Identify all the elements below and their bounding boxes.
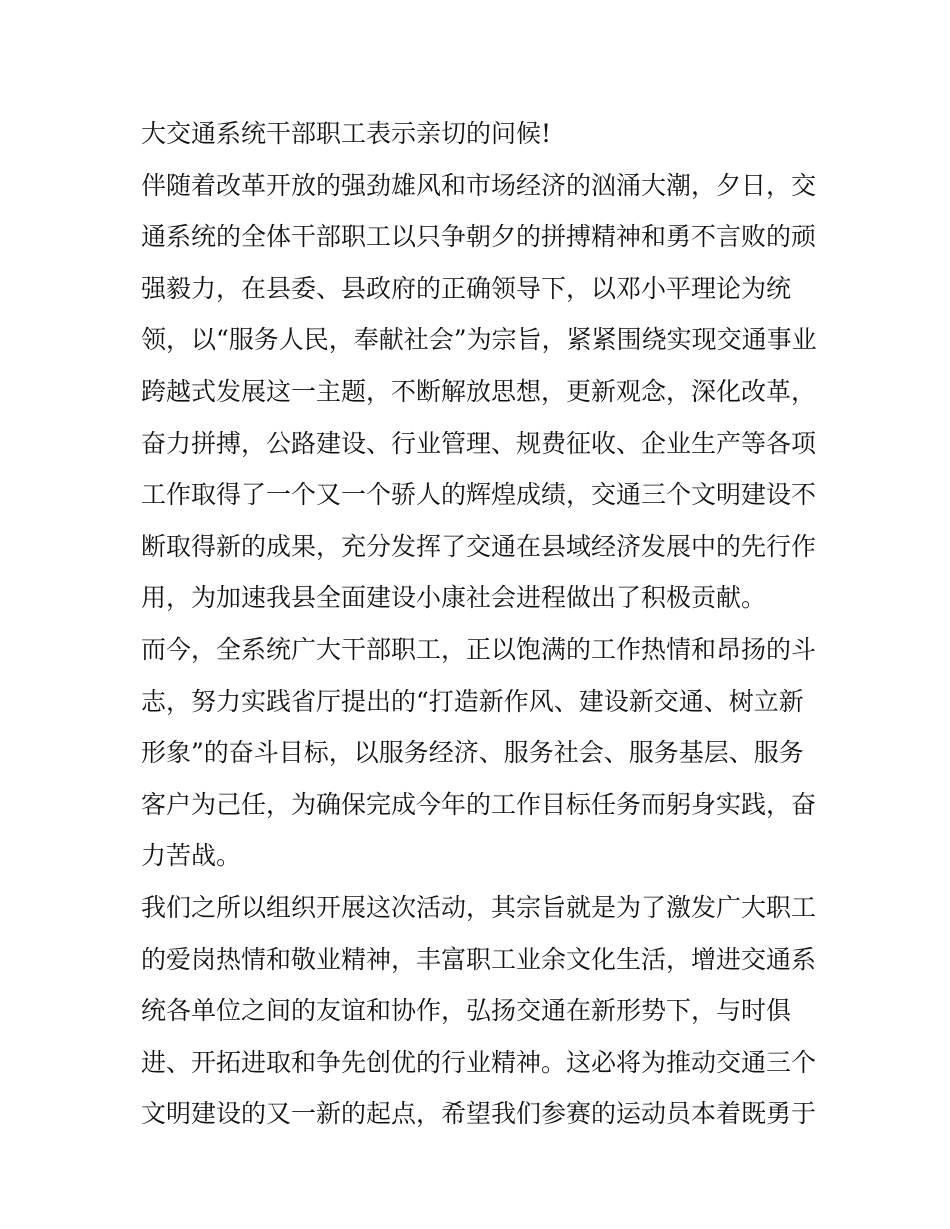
text-line: 统各单位之间的友谊和协作，弘扬交通在新形势下，与时俱 (141, 996, 792, 1026)
text-line: 奋力拼搏，公路建设、行业管理、规费征收、企业生产等各项 (141, 428, 817, 458)
text-line: 通系统的全体干部职工以只争朝夕的拼搏精神和勇不言败的顽 (141, 222, 817, 252)
text-line: 文明建设的又一新的起点，希望我们参赛的运动员本着既勇于 (141, 1099, 817, 1129)
text-line: 强毅力，在县委、县政府的正确领导下，以邓小平理论为统 (141, 273, 792, 303)
text-line: 志，努力实践省厅提出的“打造新作风、建设新交通、树立新 (141, 686, 804, 716)
text-line: 客户为己任，为确保完成今年的工作目标任务而躬身实践，奋 (141, 789, 817, 819)
text-line: 工作取得了一个又一个骄人的辉煌成绩，交通三个文明建设不 (141, 480, 817, 510)
text-line: 我们之所以组织开展这次活动，其宗旨就是为了激发广大职工 (141, 892, 817, 922)
text-line: 进、开拓进取和争先创优的行业精神。这必将为推动交通三个 (141, 1047, 817, 1077)
text-line: 力苦战。 (141, 841, 242, 871)
text-line: 跨越式发展这一主题，不断解放思想，更新观念，深化改革， (141, 376, 817, 406)
text-line: 用，为加速我县全面建设小康社会进程做出了积极贡献。 (141, 583, 767, 613)
text-line: 的爱岗热情和敬业精神，丰富职工业余文化生活，增进交通系 (141, 944, 817, 974)
text-line: 伴随着改革开放的强劲雄风和市场经济的汹涌大潮，夕日，交 (141, 170, 817, 200)
text-line: 领，以“服务人民，奉献社会”为宗旨，紧紧围绕实现交通事业 (141, 325, 817, 355)
document-body (141, 108, 821, 1140)
text-line: 形象”的奋斗目标，以服务经济、服务社会、服务基层、服务 (141, 738, 804, 768)
text-line: 断取得新的成果，充分发挥了交通在县域经济发展中的先行作 (141, 531, 817, 561)
text-line: 大交通系统干部职工表示亲切的问候! (141, 119, 552, 148)
text-line: 而今，全系统广大干部职工，正以饱满的工作热情和昂扬的斗 (141, 634, 817, 664)
